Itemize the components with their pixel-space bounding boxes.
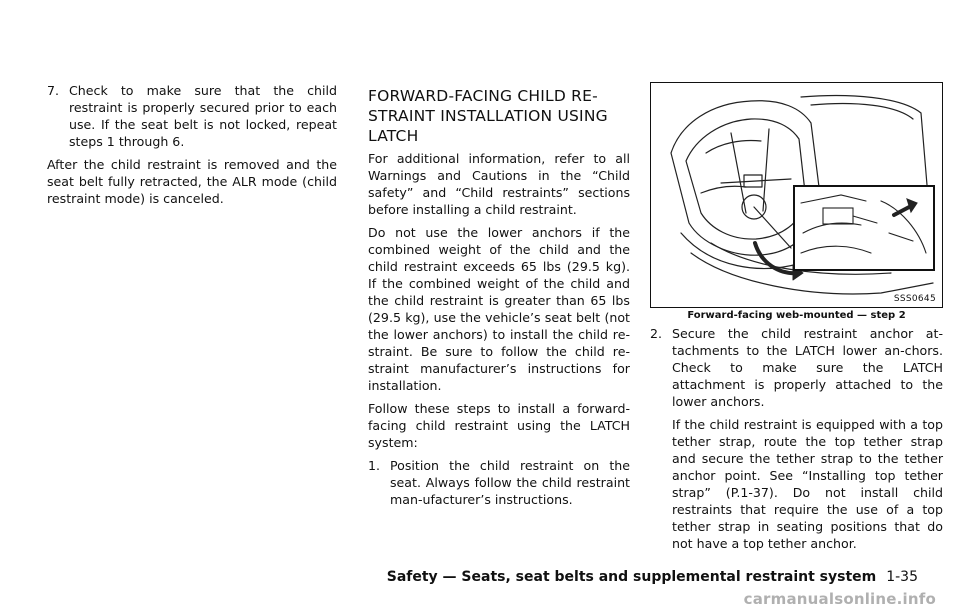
alr-cancel-paragraph: After the child restraint is removed and the seat belt fully retracted, the ALR mode (child restraint mode) is canceled. <box>47 157 337 206</box>
section-heading: FORWARD-FACING CHILD RE-STRAINT INSTALLATION USING LATCH <box>368 87 608 145</box>
step-number: 2. <box>650 326 663 341</box>
figure-caption: Forward-facing web-mounted — step 2 <box>687 310 906 321</box>
steps-intro-paragraph: Follow these steps to install a forward-facing child restraint using the LATCH system: <box>368 401 630 450</box>
step-text: Check to make sure that the child restraint is properly secured prior to each use. If the seat belt is not locked, repeat steps 1 through 6. <box>69 83 337 149</box>
step-1 <box>368 457 630 508</box>
footer-section-title: Safety — Seats, seat belts and supplemental restraint system <box>386 569 877 585</box>
page-footer <box>387 569 918 585</box>
page-number: 1-35 <box>886 569 918 585</box>
weight-limit-paragraph: Do not use the lower anchors if the combined weight of the child and the child restraint exceeds 65 lbs (29.5 kg). If the combined weight of the child and the child restraint is greater than 65 lbs (29.5 kg), use the vehicle’s seat belt (not the lower anchors) to install the child re-straint. Be sure to follow the child re-straint manufacturer’s instructions for installation. <box>368 225 630 393</box>
child-seat-illustration <box>650 82 943 308</box>
watermark: carmanualsonline.info <box>743 590 936 608</box>
child-seat-drawing <box>651 83 941 306</box>
step-7 <box>47 82 337 150</box>
warnings-paragraph: For additional information, refer to all Warnings and Cautions in the “Child safety” and “Child restraints” sections before installing a child restraint. <box>368 151 630 217</box>
left-column <box>47 82 337 207</box>
top-tether-paragraph: If the child restraint is equipped with a top tether strap, route the top tether strap and secure the tether strap to the tether anchor point. See “Installing top tether strap” (P.1-37). Do not install child restraints that require the use of a top tether strap in seating positions that do not have a top tether anchor. <box>672 417 943 551</box>
step-text: Secure the child restraint anchor at-tachments to the LATCH lower an-chors. Check to make sure the LATCH attachment is properly attached to the lower anchors. <box>672 326 943 409</box>
step-2 <box>650 325 943 410</box>
step-number: 7. <box>47 83 60 98</box>
right-column <box>650 82 943 552</box>
step-number: 1. <box>368 458 381 473</box>
figure-code: SSS0645 <box>893 294 936 304</box>
step-text: Position the child restraint on the seat. Always follow the child restraint man-ufacturer’s instructions. <box>390 458 630 507</box>
middle-column <box>368 86 630 508</box>
